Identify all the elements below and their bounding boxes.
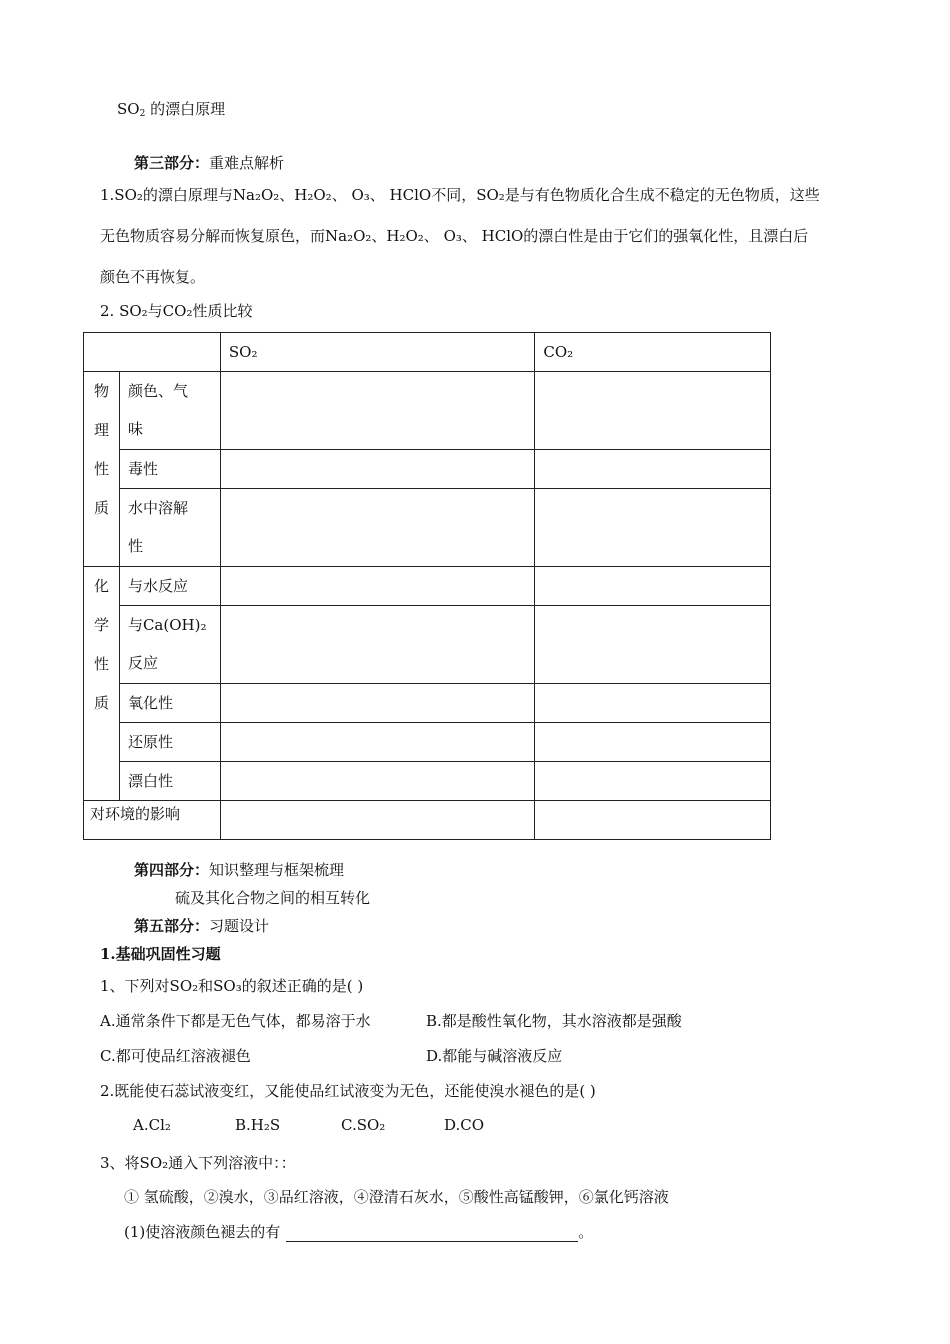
row-label-environment	[84, 801, 221, 840]
question-2-option-a: A.Cl₂	[133, 1116, 171, 1134]
row-label-line: 与水反应	[127, 577, 188, 595]
row-label-line: 还原性	[127, 733, 173, 751]
table-row	[84, 489, 771, 567]
part3-paragraph-line1: 1.SO₂的漂白原理与Na₂O₂、H₂O₂、 O₃、 HClO不同，SO₂是与有色物质化合生成不稳定的无色物质，这些	[100, 186, 820, 204]
cell-so2	[220, 489, 534, 567]
cell-co2	[535, 489, 771, 567]
table-row	[84, 450, 771, 489]
cell-co2	[535, 372, 771, 450]
table-row	[84, 801, 771, 840]
cell-co2	[535, 801, 771, 840]
part4-subheading: 硫及其化合物之间的相互转化	[175, 889, 371, 907]
so2-co2-comparison-table	[83, 332, 771, 840]
cell-co2	[535, 723, 771, 762]
question-2-option-d: D.CO	[444, 1116, 485, 1134]
row-label-line: 漂白性	[127, 772, 173, 790]
part4-heading	[134, 859, 344, 880]
cell-co2	[535, 567, 771, 606]
part5-heading	[134, 915, 269, 936]
col-header-co2-text: CO₂	[543, 343, 574, 361]
question-3-part-1-text: (1)使溶液颜色褪去的有	[124, 1223, 281, 1241]
table-corner-cell	[84, 333, 221, 372]
part3-heading	[134, 152, 284, 173]
question-1-option-b: B.都是酸性氧化物，其水溶液都是强酸	[426, 1012, 682, 1030]
cell-co2	[535, 762, 771, 801]
group-char: 化	[93, 577, 109, 595]
question-1-option-d: D.都能与碱溶液反应	[426, 1047, 563, 1065]
part5-heading-text: 习题设计	[209, 917, 270, 935]
table-row	[84, 606, 771, 684]
part4-heading-text: 知识整理与框架梳理	[209, 861, 345, 879]
group-label-physical	[84, 372, 120, 567]
row-label-oxidizing	[119, 684, 220, 723]
col-header-so2-text: SO₂	[228, 343, 258, 361]
row-label-line: 对环境的影响	[90, 805, 181, 823]
group-char: 理	[93, 421, 109, 439]
cell-so2	[220, 801, 534, 840]
row-label-react-water	[119, 567, 220, 606]
question-1: 1、下列对SO₂和SO₃的叙述正确的是( )	[100, 977, 364, 995]
group-char: 物	[93, 382, 109, 400]
question-3: 3、将SO₂通入下列溶液中：：	[100, 1154, 296, 1172]
question-1-option-c: C.都可使品红溶液褪色	[100, 1047, 251, 1065]
cell-co2	[535, 450, 771, 489]
title-post: 的漂白原理	[145, 100, 226, 118]
row-label-bleaching	[119, 762, 220, 801]
cell-so2	[220, 567, 534, 606]
part3-heading-text: 重难点解析	[209, 154, 285, 172]
table-row	[84, 723, 771, 762]
table-row	[84, 372, 771, 450]
col-header-so2	[220, 333, 534, 372]
group-char: 学	[93, 616, 109, 634]
cell-so2	[220, 372, 534, 450]
answer-blank[interactable]	[286, 1225, 578, 1242]
part3-paragraph-line2: 无色物质容易分解而恢复原色，而Na₂O₂、H₂O₂、 O₃、 HClO的漂白性是由于它们的强氧化性，且漂白后	[100, 227, 809, 245]
table-row	[84, 762, 771, 801]
cell-so2	[220, 762, 534, 801]
row-label-line: 性	[127, 537, 143, 555]
row-label-toxicity	[119, 450, 220, 489]
table-row	[84, 567, 771, 606]
row-label-color-odor	[119, 372, 220, 450]
question-3-solution-list: ① 氢硫酸，②溴水，③品红溶液，④澄清石灰水，⑤酸性高锰酸钾，⑥氯化钙溶液	[124, 1188, 669, 1206]
cell-so2	[220, 450, 534, 489]
group-label-chemical	[84, 567, 120, 801]
row-label-line: 水中溶解	[127, 499, 188, 517]
row-label-line: 反应	[127, 654, 158, 672]
part3-paragraph-line3: 颜色不再恢复。	[100, 268, 206, 286]
question-3-part-1	[124, 1221, 593, 1242]
question-2-option-c: C.SO₂	[341, 1116, 386, 1134]
cell-co2	[535, 684, 771, 723]
question-1-option-a: A.通常条件下都是无色气体，都易溶于水	[100, 1012, 371, 1030]
table-header-row	[84, 333, 771, 372]
row-label-line: 味	[127, 420, 143, 438]
group-char: 性	[93, 655, 109, 673]
question-2-option-b: B.H₂S	[235, 1116, 281, 1134]
so2-bleach-title	[117, 98, 225, 119]
row-label-line: 氧化性	[127, 694, 173, 712]
row-label-line: 与Ca(OH)₂	[127, 616, 207, 634]
cell-so2	[220, 606, 534, 684]
question-3-part-1-end: 。	[578, 1223, 594, 1241]
question-2: 2.既能使石蕊试液变红，又能使品红试液变为无色，还能使溴水褪色的是( )	[100, 1082, 596, 1100]
part3-heading-label: 第三部分：	[134, 154, 210, 172]
title-sub: 2	[139, 109, 146, 119]
cell-so2	[220, 723, 534, 762]
part5-heading-label: 第五部分：	[134, 917, 210, 935]
exercise-section-title: 1.基础巩固性习题	[100, 945, 221, 963]
part4-heading-label: 第四部分：	[134, 861, 210, 879]
group-char: 质	[93, 499, 109, 517]
table-row	[84, 684, 771, 723]
row-label-reducing	[119, 723, 220, 762]
col-header-co2	[535, 333, 771, 372]
group-char: 质	[93, 694, 109, 712]
cell-co2	[535, 606, 771, 684]
part3-item2: 2. SO₂与CO₂性质比较	[100, 302, 253, 320]
cell-so2	[220, 684, 534, 723]
row-label-line: 颜色、气	[127, 382, 188, 400]
row-label-react-caoh2	[119, 606, 220, 684]
row-label-solubility	[119, 489, 220, 567]
row-label-line: 毒性	[127, 460, 158, 478]
title-pre: SO	[117, 100, 140, 118]
group-char: 性	[93, 460, 109, 478]
